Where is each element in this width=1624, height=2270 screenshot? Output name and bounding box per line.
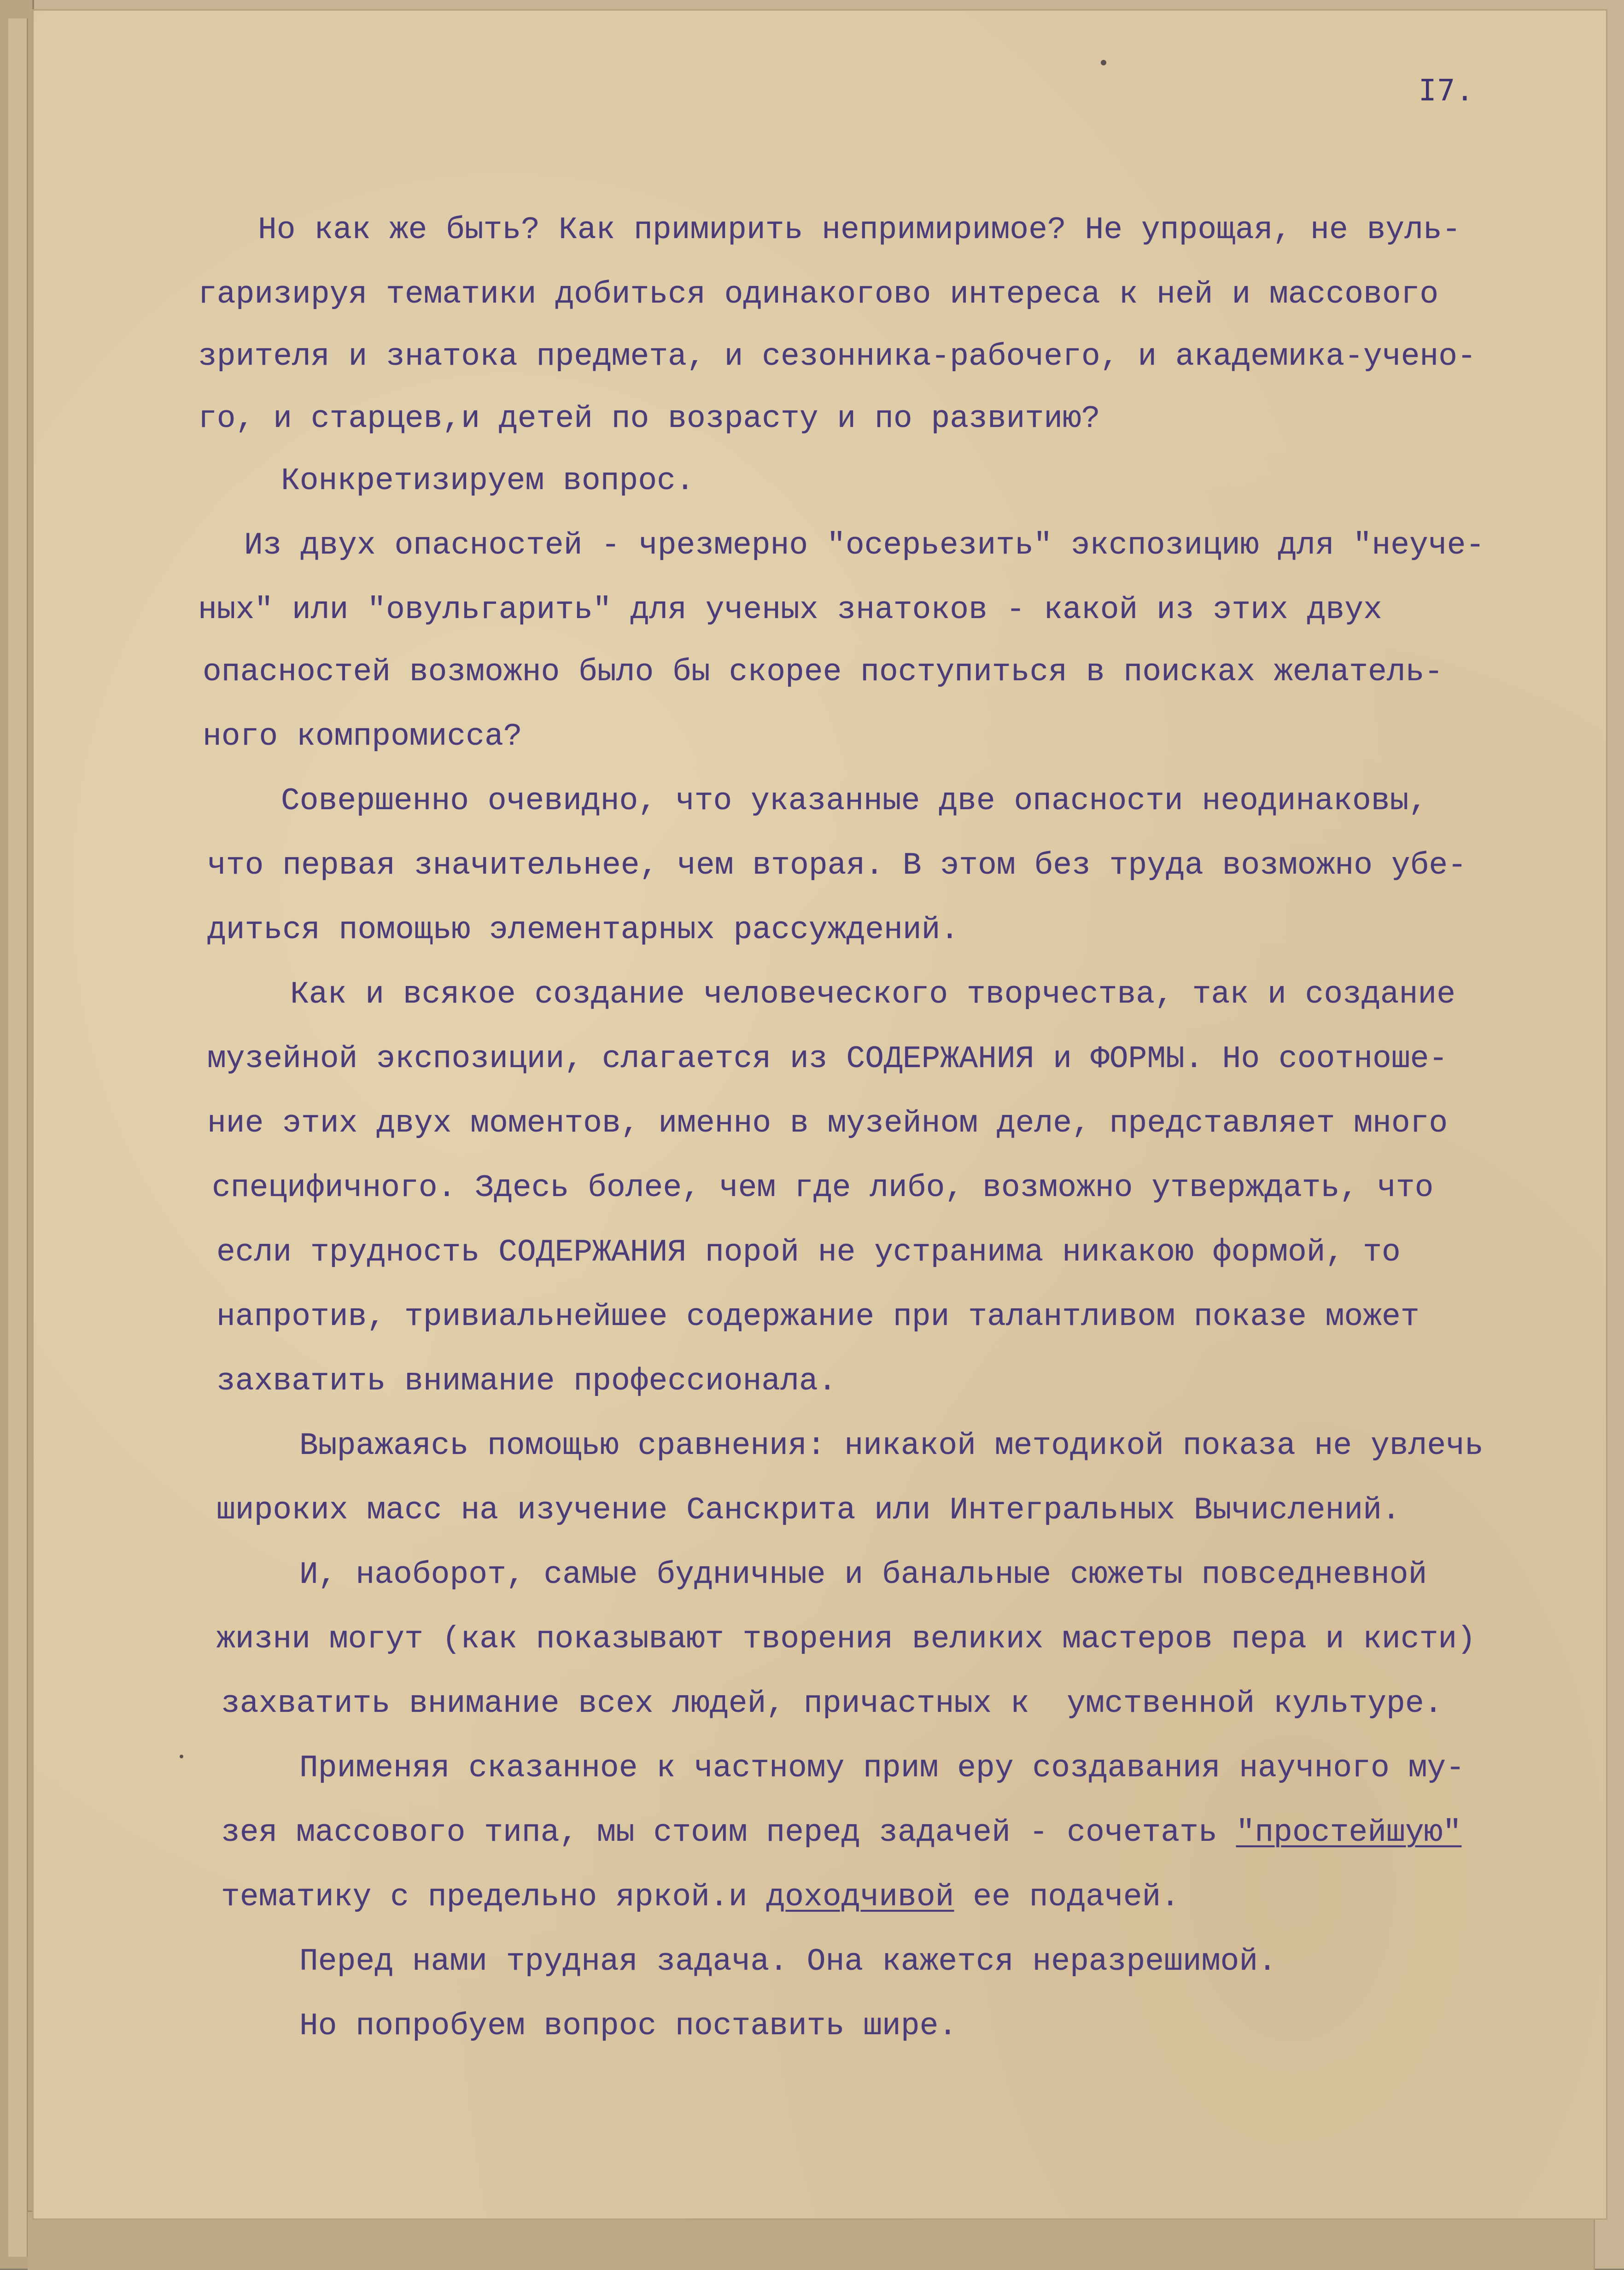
text-line: если трудность СОДЕРЖАНИЯ порой не устранима никакою формой, то <box>216 1235 1401 1270</box>
text-line: Перед нами трудная задача. Она кажется неразрешимой. <box>299 1944 1277 1979</box>
text-line: музейной экспозиции, слагается из СОДЕРЖАНИЯ и ФОРМЫ. Но соотноше- <box>207 1041 1448 1077</box>
paper-speck <box>180 1755 183 1758</box>
typewritten-page <box>32 9 1607 2220</box>
text-line: ных" или "овульгарить" для ученых знатоков - какой из этих двух <box>198 592 1382 628</box>
underlined-word: "простейшую" <box>1236 1815 1462 1850</box>
text-line: Но попробуем вопрос поставить шире. <box>299 2008 958 2044</box>
text-run: тематику с предельно яркой.и <box>221 1879 766 1915</box>
page-stack-edge-inner <box>8 18 28 2257</box>
text-line-with-underline <box>221 1879 1180 1916</box>
text-line: опасностей возможно было бы скорее поступиться в поисках желатель- <box>203 654 1443 690</box>
text-line: диться помощью элементарных рассуждений. <box>207 912 959 948</box>
text-line: И, наоборот, самые будничные и банальные сюжеты повседневной <box>299 1557 1427 1593</box>
text-run: зея массового типа, мы стоим перед задачей - сочетать <box>221 1815 1236 1850</box>
text-line: специфичного. Здесь более, чем где либо, возможно утверждать, что <box>212 1170 1434 1206</box>
text-line: Применяя сказанное к частному прим еру создавания научного му- <box>299 1751 1465 1786</box>
text-line: захватить внимание всех людей, причастных к умственной культуре. <box>221 1686 1443 1721</box>
text-line: Но как же быть? Как примирить непримиримое? Не упрощая, не вуль- <box>258 212 1461 248</box>
text-line: ние этих двух моментов, именно в музейном деле, представляет много <box>207 1106 1448 1141</box>
text-line: напротив, тривиальнейшее содержание при талантливом показе может <box>216 1299 1420 1335</box>
text-line: гаризируя тематики добиться одинакогово интереса к ней и массового <box>198 277 1439 312</box>
text-line-with-underline <box>221 1815 1461 1851</box>
text-line: жизни могут (как показывают творения великих мастеров пера и кисти) <box>216 1622 1476 1657</box>
text-line: широких масс на изучение Санскрита или Интегральных Вычислений. <box>216 1493 1401 1528</box>
text-line: Конкретизируем вопрос. <box>281 463 695 499</box>
text-line: ного компромисса? <box>203 719 522 754</box>
text-line: что первая значительнее, чем вторая. В этом без труда возможно убе- <box>207 848 1467 883</box>
underlined-word: доходчивой <box>766 1879 954 1915</box>
text-line: го, и старцев,и детей по возрасту и по развитию? <box>198 401 1100 437</box>
text-line: Как и всякое создание человеческого творчества, так и создание <box>290 977 1456 1012</box>
text-line: Совершенно очевидно, что указанные две опасности неодинаковы, <box>281 783 1428 819</box>
text-line: захватить внимание профессионала. <box>216 1364 837 1399</box>
text-run: ее подачей. <box>954 1879 1180 1915</box>
page-number: I7. <box>1419 74 1475 108</box>
paper-speck <box>1101 60 1106 65</box>
text-line: Выражаясь помощью сравнения: никакой методикой показа не увлечь <box>299 1428 1484 1464</box>
text-line: зрителя и знатока предмета, и сезонника-рабочего, и академика-учено- <box>198 339 1476 374</box>
text-line: Из двух опасностей - чрезмерно "осерьезить" экспозицию для "неуче- <box>244 528 1485 563</box>
